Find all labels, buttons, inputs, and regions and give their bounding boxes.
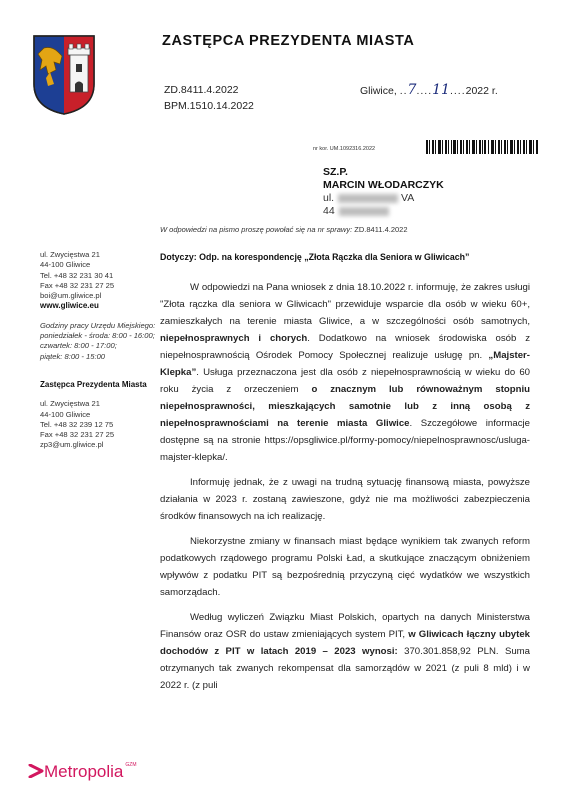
- office-city: 44-100 Gliwice: [40, 260, 91, 270]
- hours-line-1: poniedziałek - środa: 8:00 - 16:00;: [40, 331, 155, 341]
- office-email: boi@um.gliwice.pl: [40, 291, 102, 301]
- office-street: ul. Zwycięstwa 21: [40, 250, 100, 259]
- date-day: 7: [407, 82, 417, 98]
- recipient-postal: 44: [323, 205, 444, 218]
- letter-subject: Dotyczy: Odp. na korespondencję „Złota Rączka dla Seniora w Gliwicach”: [160, 252, 470, 262]
- deputy-tel: Tel. +48 32 239 12 75: [40, 419, 114, 429]
- paragraph-2: Informuję jednak, że z uwagi na trudną sytuację finansową miasta, powyższe działania w 2023 r. zostaną zawieszone, gdyż nie ma możliwości zabezpieczenia środków finansowych na ich realizację.: [160, 477, 530, 522]
- deputy-email: zp3@um.gliwice.pl: [40, 440, 104, 450]
- place: Gliwice,: [360, 85, 397, 97]
- paragraph-3: Niekorzystne zmiany w finansach miast będące wynikiem tak zwanych reform podatkowych rządowego programu Polski Ład, a skutkujące znaczącym obniżeniem wpływów z podatku PIT są bezpośrednią przyczyną cięć wydatków we wszystkich samorządach.: [160, 536, 530, 598]
- place-and-date: Gliwice, ..7....11....2022 r.: [360, 82, 498, 98]
- sidebar-contact: [40, 250, 158, 451]
- recipient-name: MARCIN WŁODARCZYK: [323, 179, 444, 191]
- deputy-city: 44-100 Gliwice: [40, 409, 91, 419]
- hours-title: Godziny pracy Urzędu Miejskiego:: [40, 320, 156, 330]
- hours-line-3: piątek: 8:00 - 15:00: [40, 351, 106, 361]
- barcode-number: nr kor. UM.1092316.2022: [313, 146, 376, 152]
- recipient-salutation: SZ.P.: [323, 166, 348, 178]
- deputy-title: Zastępca Prezydenta Miasta: [40, 379, 147, 389]
- case-number: ZD.8411.4.2022: [354, 225, 408, 234]
- page-title: ZASTĘPCA PREZYDENTA MIASTA: [162, 33, 415, 49]
- recipient-street: ul. VA: [323, 192, 415, 204]
- barcode-icon: [426, 140, 540, 154]
- office-website: www.gliwice.eu: [40, 301, 99, 311]
- reference-number-zd: ZD.8411.4.2022: [164, 84, 239, 96]
- paragraph-4: Według wyliczeń Związku Miast Polskich, opartych na danych Ministerstwa Finansów oraz OSR do ustaw zmieniających system PIT, w Gliwicach łączny ubytek dochodów z PIT w latach 2019 – 2023 wynosi: 370.301.858,92 PLN. Suma otrzymanych tak zwanych rekompensat dla samorządów w 2021 (z puli 8 mld) i w 2022 r. (z puli: [160, 612, 531, 691]
- date-month: 11: [432, 82, 450, 98]
- metropolia-mark-icon: [28, 764, 44, 778]
- metropolia-logo: Metropolia $^{GZM}$: [28, 762, 136, 782]
- date-year: 2022 r.: [465, 85, 498, 97]
- office-tel: Tel. +48 32 231 30 41: [40, 270, 114, 280]
- hours-line-2: czwartek: 8:00 - 17:00;: [40, 341, 117, 351]
- coat-of-arms-icon: [32, 34, 96, 116]
- reference-note: W odpowiedzi na pismo proszę powołać się na nr sprawy: ZD.8411.4.2022: [160, 225, 408, 234]
- office-fax: Fax +48 32 231 27 25: [40, 280, 115, 290]
- paragraph-1: W odpowiedzi na Pana wniosek z dnia 18.10.2022 r. informuję, że zakres usługi "Złota rączka dla seniora w Gliwicach" przewiduje wsparcie dla osób w wieku 60+, zamieszkałych na terenie miasta Gliwice, a w szczególności osób samotnych, niepełnosprawnych i chorych. Dodatkowo na wniosek środowiska osób z niepełnosprawnością Ośrodek Pomocy Społecznej realizuje usługę pn. „Majster-Klepka”. Usługa przeznaczona jest dla osób z niepełnosprawnością w wieku do 60 roku życia z orzeczeniem o znacznym lub równoważnym stopniu niepełnosprawności, mieszkających samotnie lub z inną osobą z niepełnosprawnościami na terenie miasta Gliwice. Szczegółowe informacje dostępne są na stronie https://opsgliwice.pl/formy-pomocy/niepelnosprawnosc/usluga-majster-klepka/.: [160, 282, 530, 463]
- recipient-address: [323, 166, 444, 218]
- deputy-street: ul. Zwycięstwa 21: [40, 399, 100, 409]
- reference-number-bpm: BPM.1510.14.2022: [164, 100, 254, 112]
- deputy-fax: Fax +48 32 231 27 25: [40, 430, 115, 440]
- letter-body: [160, 279, 530, 702]
